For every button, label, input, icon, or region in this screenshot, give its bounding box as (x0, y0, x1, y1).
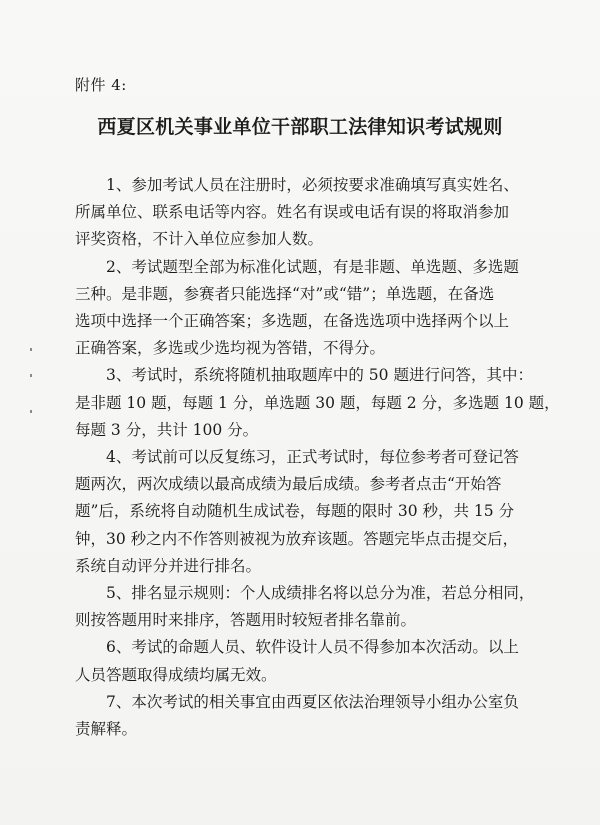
paragraph-line: 5、排名显示规则：个人成绩排名将以总分为准，若总分相同， (106, 584, 535, 603)
paragraph-line: 3、考试时，系统将随机抽取题库中的 50 题进行问答，其中： (106, 366, 533, 385)
paragraph-line: 题两次，两次成绩以最高成绩为最后成绩。参考者点击“开始答 (75, 475, 502, 494)
paragraph-line: 7、本次考试的相关事宜由西夏区依法治理领导小组办公室负 (106, 692, 519, 711)
paragraph-line: 人员答题取得成绩均属无效。 (75, 665, 277, 684)
paragraph-line: 选项中选择一个正确答案；多选题，在备选选项中选择两个以上 (75, 312, 510, 331)
scan-speck (30, 410, 32, 413)
paragraph-line: 正确答案，多选或少选均视为答错，不得分。 (75, 339, 386, 358)
scan-speck (30, 348, 32, 351)
paragraph-line: 钟，30 秒之内不作答则被视为放弃该题。答题完毕点击提交后， (75, 529, 519, 548)
paragraph-line: 责解释。 (75, 720, 138, 739)
attachment-label: 附件 4: (75, 76, 127, 94)
rule-paragraph-3 (75, 362, 560, 444)
document-title: 西夏区机关事业单位干部职工法律知识考试规则 (97, 116, 503, 138)
rule-paragraph-1 (75, 172, 535, 254)
paragraph-line: 题”后，系统将自动随机生成试卷，每题的限时 30 秒，共 15 分 (75, 502, 515, 521)
rule-paragraph-2 (75, 254, 535, 363)
rule-paragraph-4 (75, 444, 535, 580)
rule-paragraph-7 (75, 689, 535, 743)
document-body (75, 172, 560, 743)
paragraph-line: 每题 3 分，共计 100 分。 (75, 420, 259, 439)
scan-speck (30, 374, 32, 377)
paragraph-line: 4、考试前可以反复练习，正式考试时，每位参考者可登记答 (106, 448, 519, 467)
paragraph-line: 6、考试的命题人员、软件设计人员不得参加本次活动。以上 (106, 638, 519, 657)
paragraph-line: 所属单位、联系电话等内容。姓名有误或电话有误的将取消参加 (75, 203, 510, 222)
paragraph-line: 2、考试题型全部为标准化试题，有是非题、单选题、多选题 (106, 257, 519, 276)
rule-paragraph-6 (75, 634, 535, 688)
paragraph-line: 评奖资格，不计入单位应参加人数。 (75, 230, 324, 249)
rule-paragraph-5 (75, 580, 535, 634)
paragraph-line: 三种。是非题，参赛者只能选择“对”或“错”；单选题，在备选 (75, 284, 495, 303)
paragraph-line: 1、参加考试人员在注册时，必须按要求准确填写真实姓名、 (106, 176, 519, 194)
paragraph-line: 则按答题用时来排序，答题用时较短者排名靠前。 (75, 611, 417, 630)
paragraph-line: 系统自动评分并进行排名。 (75, 556, 262, 575)
paragraph-line: 是非题 10 题，每题 1 分，单选题 30 题，每题 2 分，多选题 10 题， (75, 393, 560, 412)
